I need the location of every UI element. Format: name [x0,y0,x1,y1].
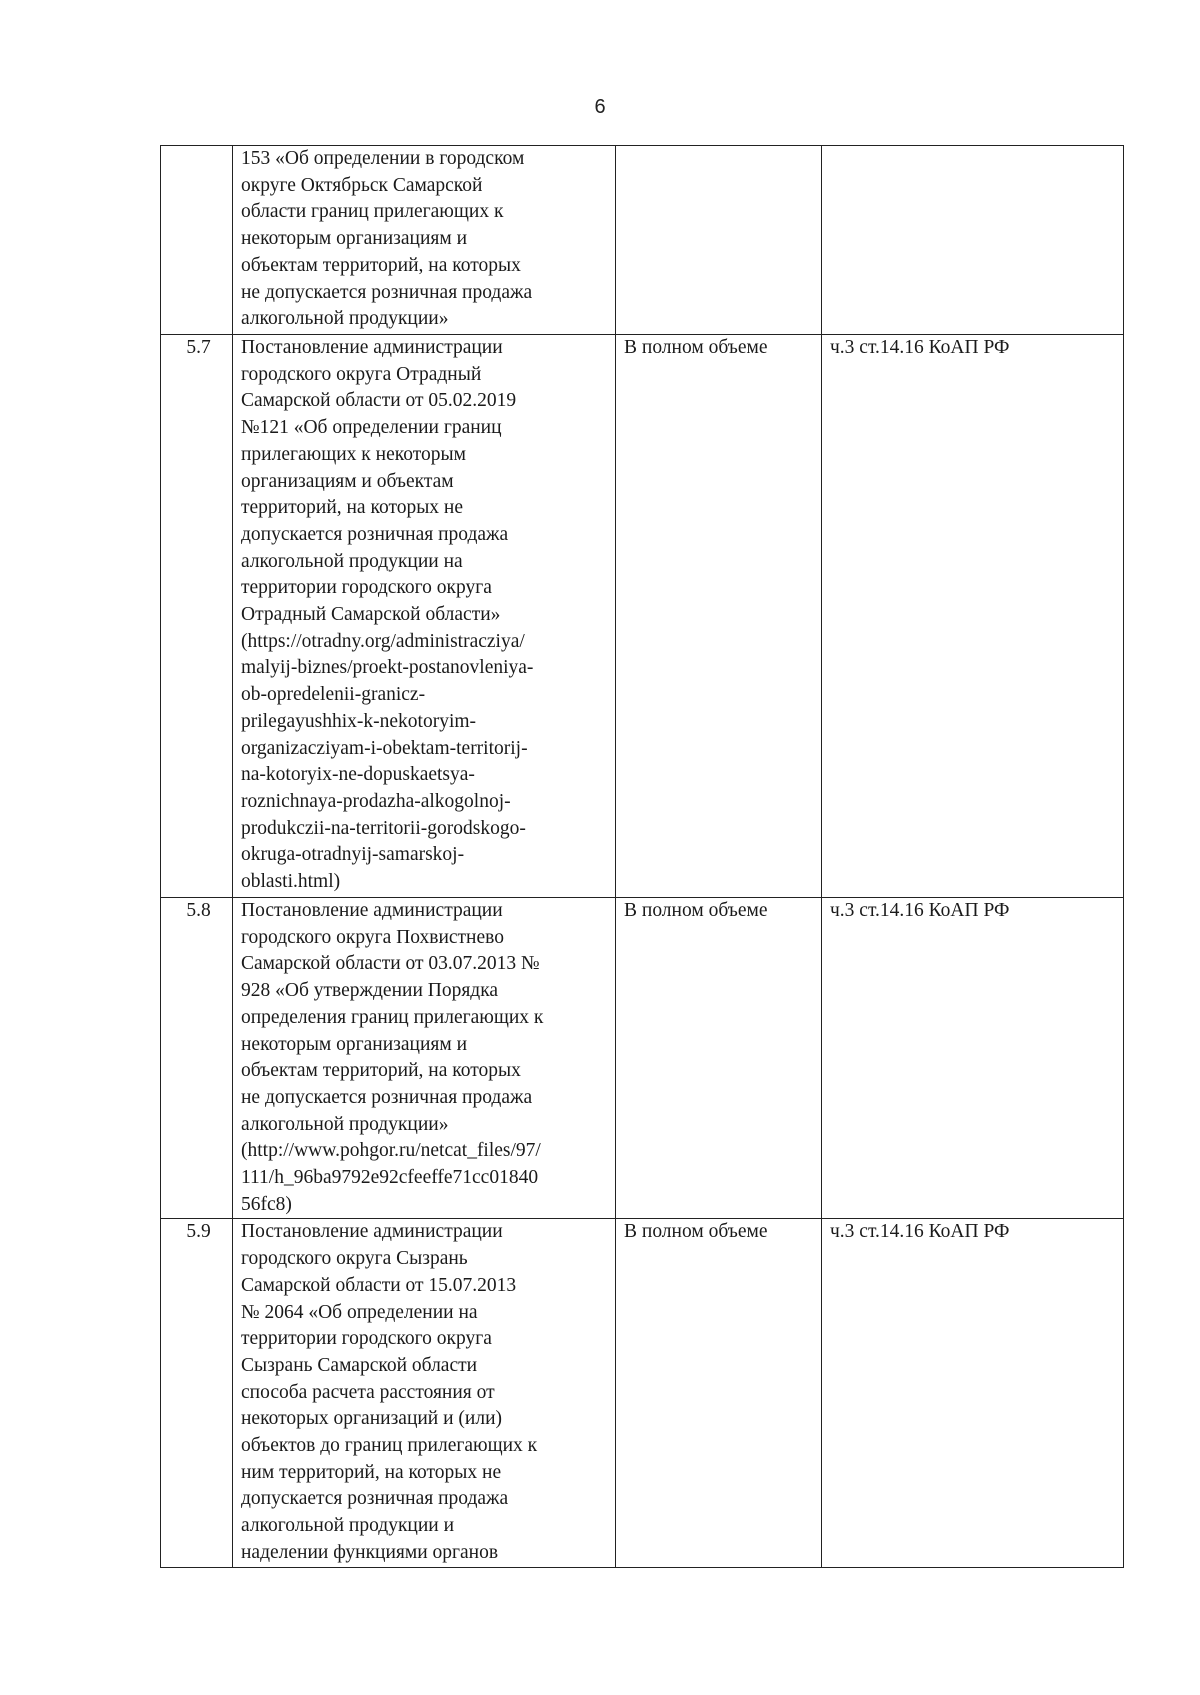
regulation-table [160,145,1124,1568]
table-row [161,335,1124,898]
liability-article: ч.3 ст.14.16 КоАП РФ [822,335,1124,898]
document-text: Постановление администрации городского округа Отрадный Самарской области от 05.02.2019 №121 «Об определении границ прилегающих к некоторым организациям и объектам территорий, на которых не допускается розничная продажа алкогольной продукции на территории городского округа Отрадный Самарской области» (https://otradny.org/administracziya/ malyij-biznes/proekt-postanovleniya- ob-opredelenii-granicz- prilegayushhix-k-nekotoryim- organizacziyam-i-obektam-territorij- na-kotoryix-ne-dopuskaetsya- roznichnaya-prodazha-alkogolnoj- produkczii-na-territorii-gorodskogo- okruga-otradnyij-samarskoj- oblasti.html) [233,335,616,898]
table-row [161,898,1124,1219]
table-row [161,1219,1124,1567]
table-row [161,146,1124,335]
row-number [161,146,233,335]
document-text: Постановление администрации городского округа Похвистнево Самарской области от 03.07.2013 № 928 «Об утверждении Порядка определения границ прилегающих к некоторым организациям и объектам территорий, на которых не допускается розничная продажа алкогольной продукции» (http://www.pohgor.ru/netcat_files/97/ 111/h_96ba9792e92cfeeffe71cc01840 56fc8) [233,898,616,1219]
row-number: 5.7 [161,335,233,898]
liability-article [822,146,1124,335]
application-scope: В полном объеме [616,1219,822,1567]
application-scope: В полном объеме [616,335,822,898]
document-text: Постановление администрации городского округа Сызрань Самарской области от 15.07.2013 № 2064 «Об определении на территории городского округа Сызрань Самарской области способа расчета расстояния от некоторых организаций и (или) объектов до границ прилегающих к ним территорий, на которых не допускается розничная продажа алкогольной продукции и наделении функциями органов [233,1219,616,1567]
page-number: 6 [594,96,606,118]
document-text: 153 «Об определении в городском округе Октябрьск Самарской области границ прилегающих к некоторым организациям и объектам территорий, на которых не допускается розничная продажа алкогольной продукции» [233,146,616,335]
application-scope [616,146,822,335]
liability-article: ч.3 ст.14.16 КоАП РФ [822,1219,1124,1567]
row-number: 5.9 [161,1219,233,1567]
application-scope: В полном объеме [616,898,822,1219]
liability-article: ч.3 ст.14.16 КоАП РФ [822,898,1124,1219]
row-number: 5.8 [161,898,233,1219]
